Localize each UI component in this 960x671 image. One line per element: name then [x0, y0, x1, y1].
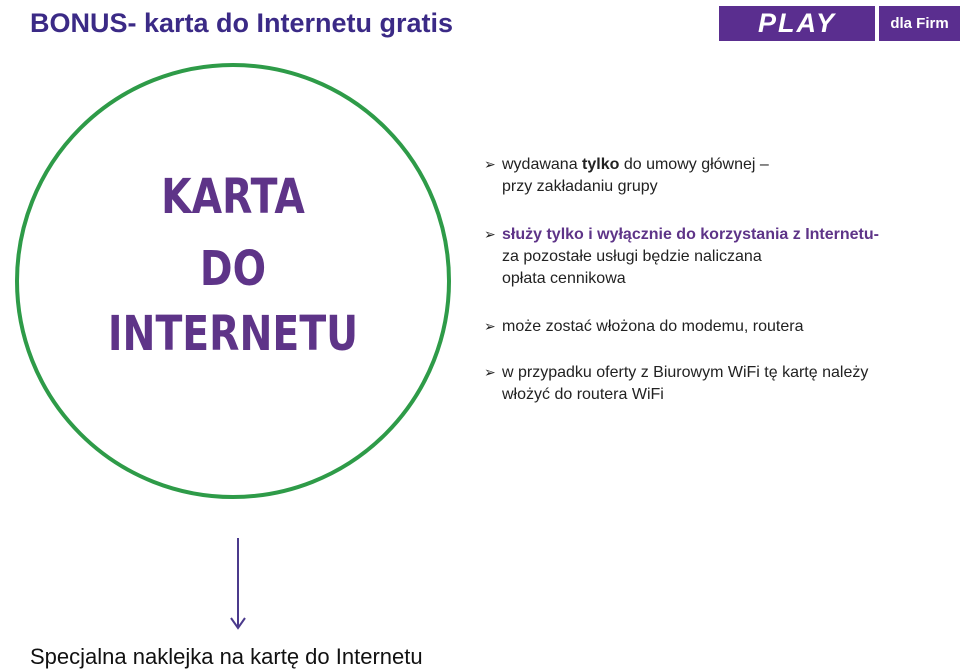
- bullet-text-cont: przy zakładaniu grupy: [502, 178, 658, 195]
- sticker-caption: Specjalna naklejka na kartę do Internetu: [30, 644, 423, 669]
- bullet-text: w przypadku oferty z Biurowym WiFi tę kartę należy: [502, 364, 869, 381]
- bullet-item: [484, 224, 954, 290]
- card-line-do: DO: [199, 241, 267, 297]
- bullet-text-cont: włożyć do routera WiFi: [502, 386, 664, 403]
- bullet-item: [484, 154, 954, 198]
- page-title: BONUS- karta do Internetu gratis: [30, 8, 454, 38]
- bullet-text: wydawana: [502, 156, 583, 173]
- bullet-text: do umowy głównej –: [619, 156, 769, 173]
- bullet-highlight: służy tylko i wyłącznie do korzystania z Internetu: [502, 226, 874, 243]
- card-line-karta: KARTA: [161, 169, 305, 225]
- arrow-bullet-icon: ➢: [484, 227, 496, 243]
- logo-suffix: dla Firm: [879, 6, 960, 41]
- card-line-internetu: INTERNETU: [107, 306, 359, 362]
- bullet-emphasis: tylko: [582, 156, 620, 173]
- arrow-bullet-icon: ➢: [484, 157, 496, 173]
- bullet-item: [484, 316, 954, 338]
- down-arrow-icon: [229, 538, 247, 632]
- bullet-text-cont: opłata cennikowa: [502, 270, 626, 287]
- arrow-bullet-icon: ➢: [484, 319, 496, 335]
- play-logo: [719, 6, 960, 41]
- arrow-bullet-icon: ➢: [484, 365, 496, 381]
- bullet-item: [484, 362, 954, 406]
- card-sticker-circle: [15, 63, 451, 499]
- bullet-text-cont: za pozostałe usługi będzie naliczana: [502, 248, 762, 265]
- bullet-text: może zostać włożona do modemu, routera: [502, 318, 804, 335]
- logo-brand: PLAY: [719, 6, 875, 41]
- bullet-hyphen: -: [873, 226, 879, 243]
